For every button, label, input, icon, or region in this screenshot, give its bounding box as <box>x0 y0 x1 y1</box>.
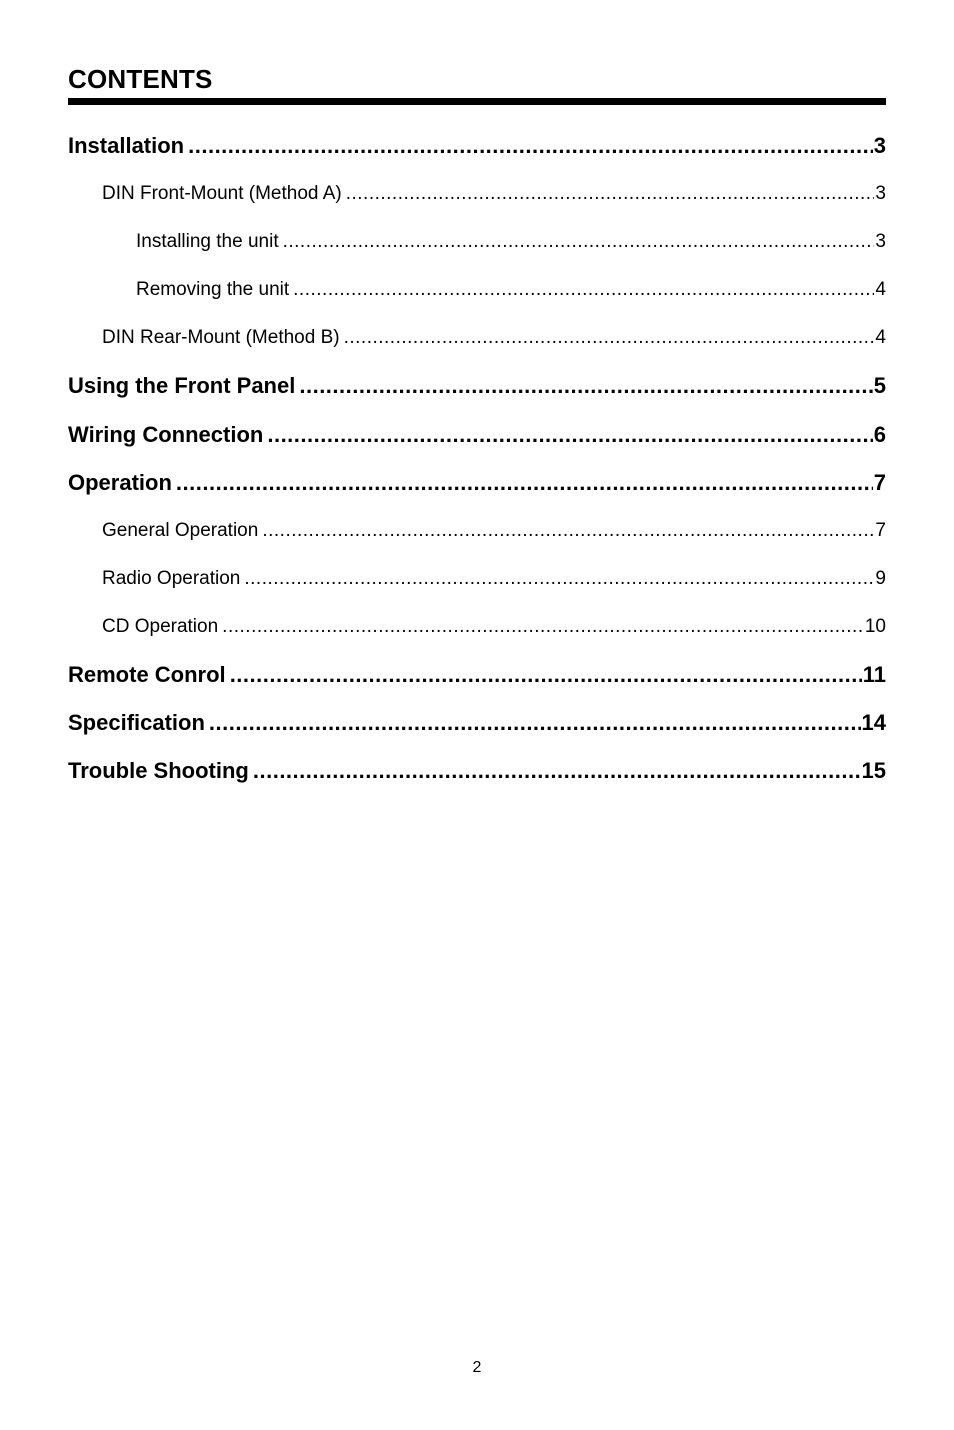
toc-entry-label: Remote Conrol <box>68 662 226 688</box>
toc-entry-page: 4 <box>875 279 886 301</box>
toc-entry-page: 7 <box>875 519 886 541</box>
toc-entry-page: 7 <box>873 469 886 495</box>
page-title: CONTENTS <box>68 64 213 94</box>
toc-entry-din-front-mount[interactable] <box>68 170 886 218</box>
toc-entry-label: Installing the unit <box>136 231 279 253</box>
toc-entry-page: 3 <box>875 231 886 253</box>
toc-dot-leader <box>222 603 864 651</box>
toc-entry-general-operation[interactable] <box>68 507 886 555</box>
toc-dot-leader <box>209 699 861 747</box>
toc-entry-label: Removing the unit <box>136 279 290 301</box>
toc-entry-page: 9 <box>875 567 886 589</box>
toc-entry-remote-control[interactable] <box>68 651 886 699</box>
toc-entry-page: 5 <box>873 373 886 399</box>
toc-entry-label: Wiring Connection <box>68 421 264 447</box>
toc-dot-leader <box>293 266 874 314</box>
toc-entry-installation[interactable] <box>68 122 886 170</box>
toc-entry-radio-operation[interactable] <box>68 555 886 603</box>
toc-entry-page: 10 <box>864 615 886 637</box>
toc-entry-label: Trouble Shooting <box>68 758 249 784</box>
toc-entry-specification[interactable] <box>68 699 886 747</box>
toc-entry-label: Radio Operation <box>102 567 241 589</box>
toc-dot-leader <box>188 122 873 170</box>
toc-entry-wiring-connection[interactable] <box>68 411 886 459</box>
toc-entry-cd-operation[interactable] <box>68 603 886 651</box>
toc-dot-leader <box>267 411 872 459</box>
toc-dot-leader <box>344 314 875 362</box>
toc-entry-page: 4 <box>875 327 886 349</box>
toc-dot-leader <box>176 459 873 507</box>
toc-entry-label: Specification <box>68 710 205 736</box>
toc-dot-leader <box>244 555 874 603</box>
toc-entry-using-the-front-panel[interactable] <box>68 362 886 410</box>
toc-entry-label: Operation <box>68 469 172 495</box>
toc-entry-label: Installation <box>68 133 185 158</box>
toc-dot-leader <box>283 218 875 266</box>
toc-entry-trouble-shooting[interactable] <box>68 747 886 795</box>
toc-entry-page: 15 <box>861 758 886 784</box>
toc-entry-din-rear-mount[interactable] <box>68 314 886 362</box>
toc-entry-label: General Operation <box>102 519 259 541</box>
toc-entry-label: DIN Front-Mount (Method A) <box>102 183 342 205</box>
toc-entry-page: 3 <box>875 183 886 205</box>
toc-dot-leader <box>299 362 872 410</box>
toc-entry-label: DIN Rear-Mount (Method B) <box>102 327 340 349</box>
toc-entry-removing-the-unit[interactable] <box>68 266 886 314</box>
page-number: 2 <box>472 1359 482 1376</box>
toc-entry-page: 6 <box>873 421 886 447</box>
toc-dot-leader <box>230 651 862 699</box>
toc-dot-leader <box>346 170 875 218</box>
toc-entry-page: 14 <box>861 710 886 736</box>
toc-entry-operation[interactable] <box>68 459 886 507</box>
toc-entry-label: Using the Front Panel <box>68 373 296 399</box>
toc-entry-page: 11 <box>862 662 886 688</box>
toc-entry-page: 3 <box>873 133 886 158</box>
toc-dot-leader <box>262 507 874 555</box>
toc-dot-leader <box>253 747 861 795</box>
title-divider <box>68 98 886 105</box>
table-of-contents <box>68 122 886 795</box>
toc-entry-installing-the-unit[interactable] <box>68 218 886 266</box>
toc-entry-label: CD Operation <box>102 615 219 637</box>
